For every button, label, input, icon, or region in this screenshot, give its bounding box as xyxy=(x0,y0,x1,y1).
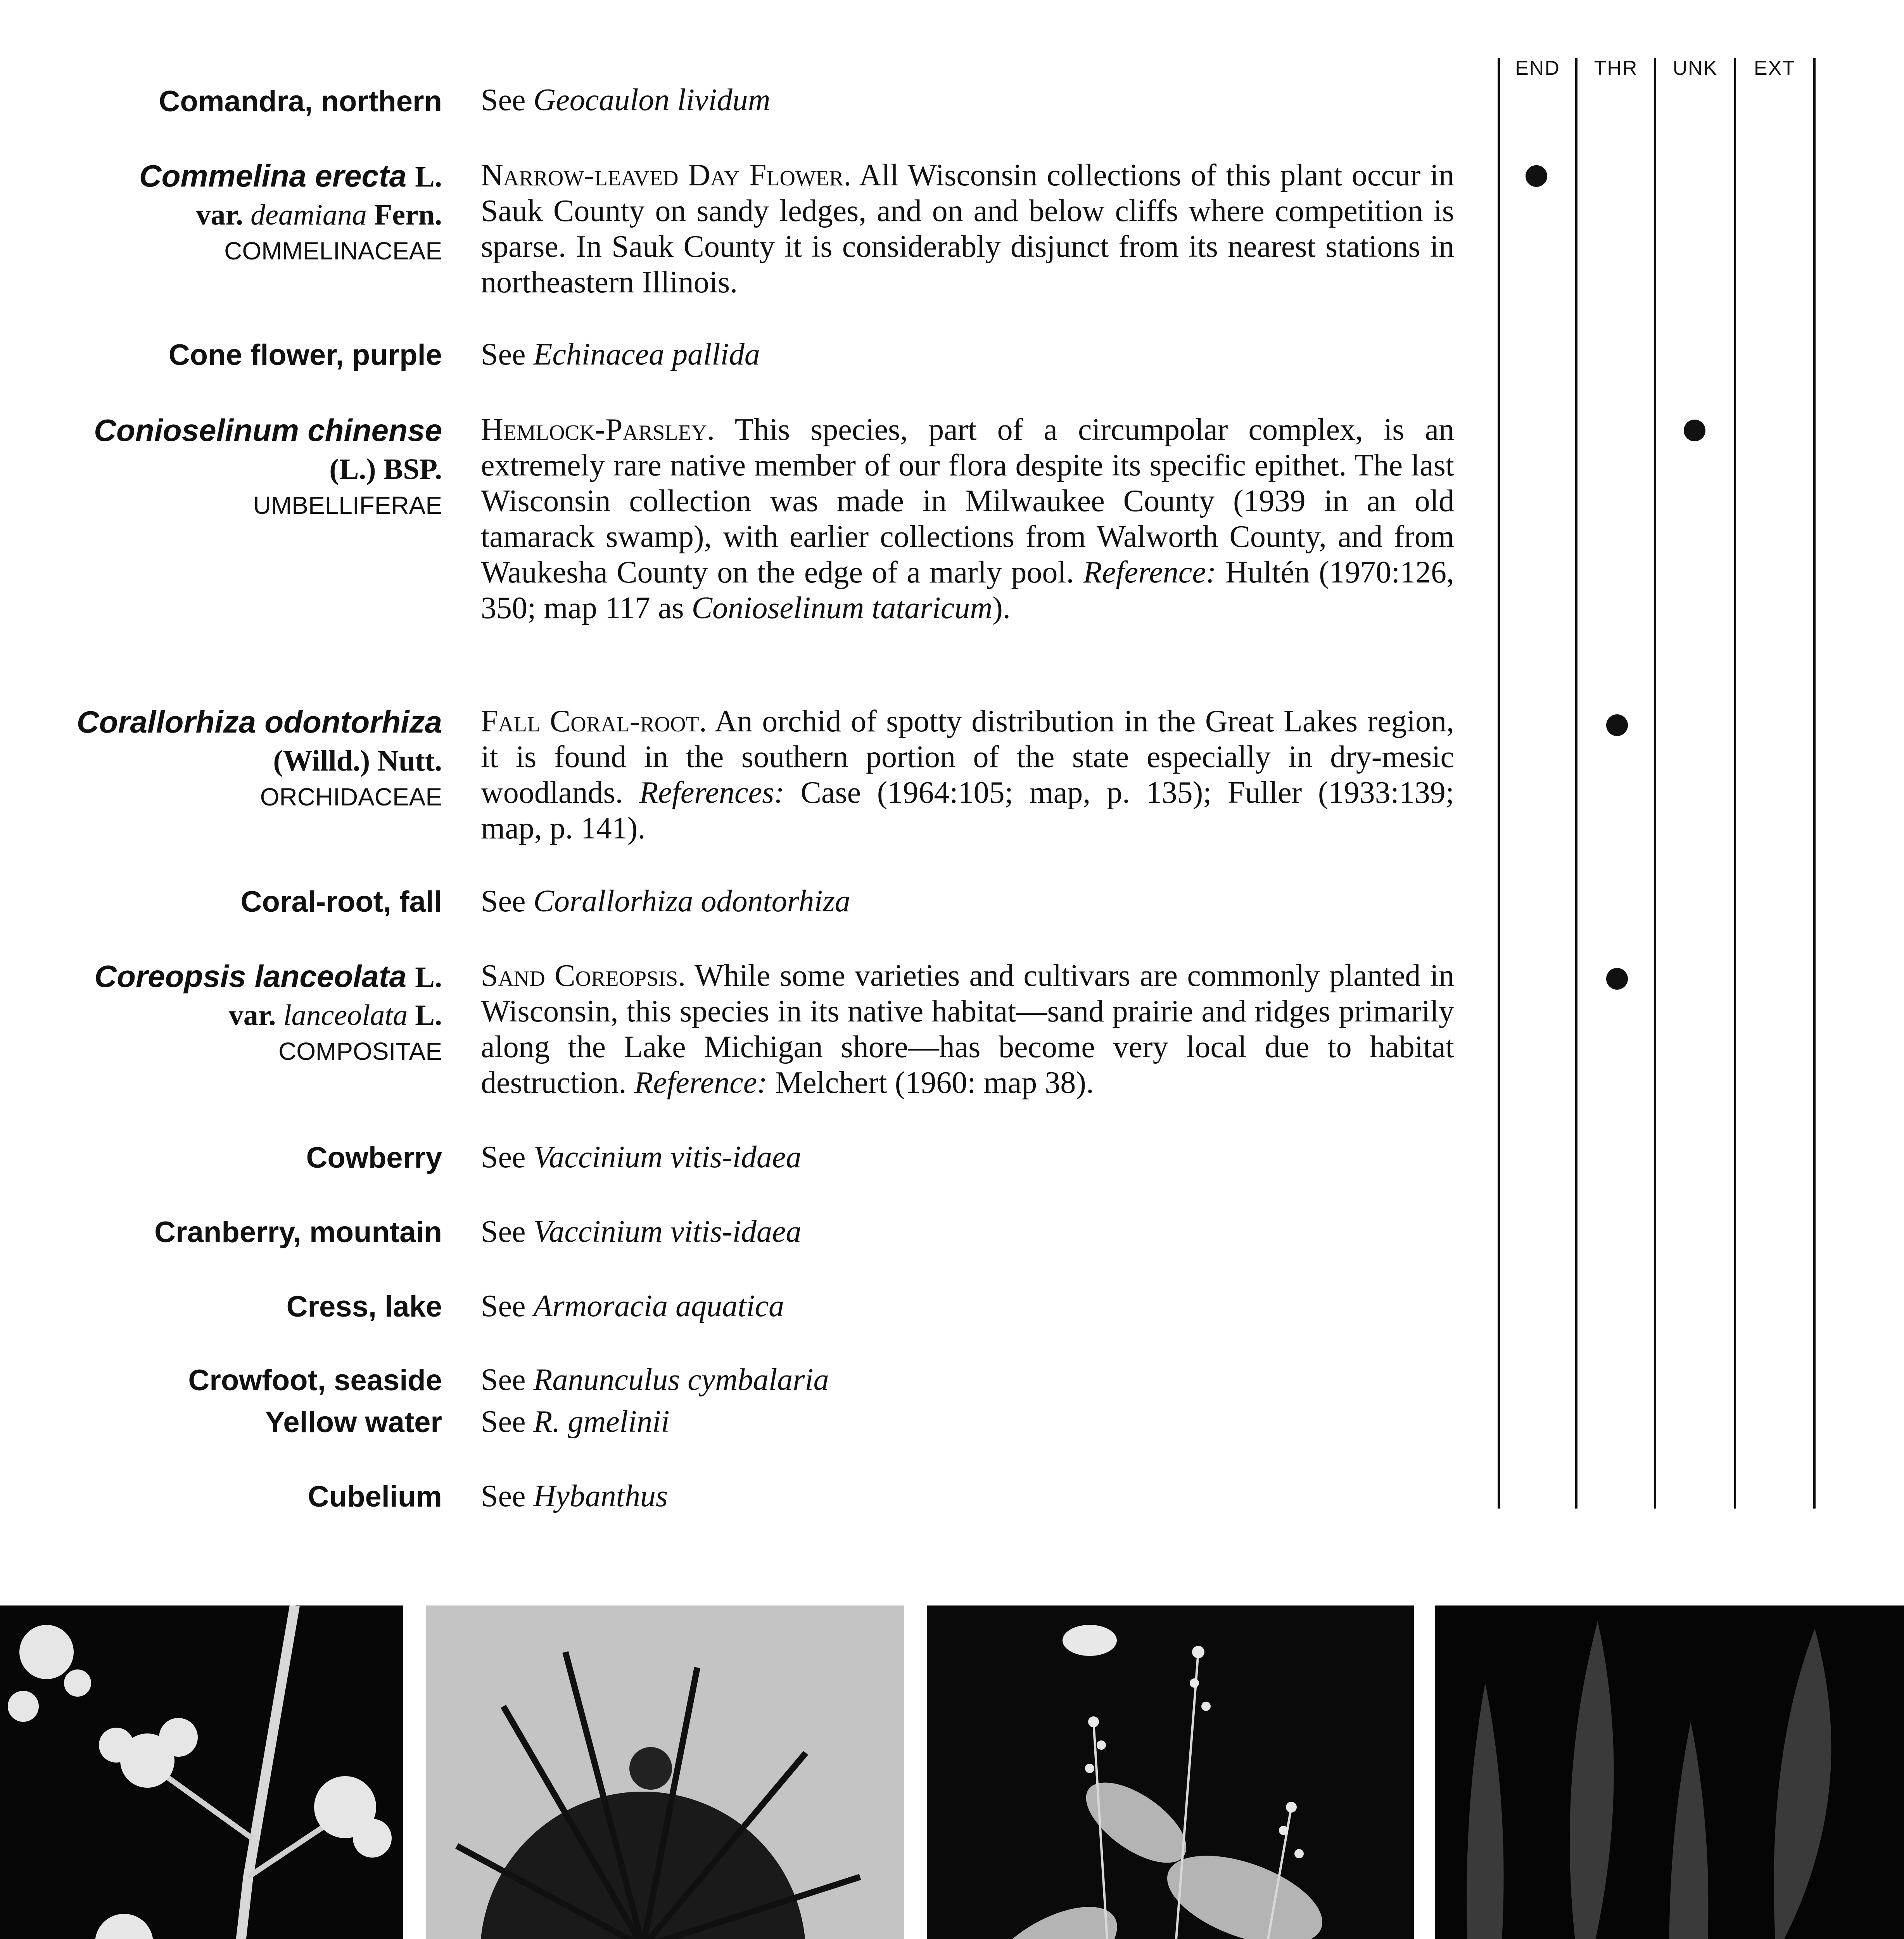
see-prefix: See xyxy=(481,1215,526,1249)
see-target-link[interactable]: Geocaulon lividum xyxy=(533,83,771,117)
description-text: An orchid of spotty distribution in the Great Lakes region, it is found in the southern portion of the state especially in dry-mesic woodlands. xyxy=(481,704,1454,810)
see-reference xyxy=(481,334,760,375)
family-name: COMMELINACEAE xyxy=(224,237,442,265)
scientific-name: Conioselinum chinense xyxy=(94,413,442,448)
reference-label: References: xyxy=(639,776,784,810)
entry-common-name: Cowberry xyxy=(306,1141,442,1174)
plant-photo-chervil xyxy=(0,1605,403,1939)
scientific-name: Commelina erecta xyxy=(139,159,407,193)
scientific-name: Corallorhiza odontorhiza xyxy=(76,705,442,739)
description-text: This species, part of a circumpolar complex, is an extremely rare native member of our flora despite its specific epithet. The last Wisconsin collection was made in Milwaukee County (1939 in an old tamarack swamp), with earlier collections from Walworth County, and from Waukesha County on the edge of a marly pool. xyxy=(481,413,1454,589)
reference-italic: Conioselinum tataricum xyxy=(691,591,993,625)
see-reference xyxy=(481,1137,801,1177)
see-reference xyxy=(481,1476,668,1516)
entry-description xyxy=(481,958,1454,1101)
entry-common-name: Cress, lake xyxy=(286,1290,442,1323)
status-dot-conioselinum xyxy=(1684,420,1705,441)
author: L. xyxy=(415,961,442,994)
see-prefix: See xyxy=(481,884,526,918)
reference-text: Hultén (1970:126, 350; map 117 as xyxy=(481,555,1455,625)
grid-line xyxy=(1813,58,1816,1509)
status-dot-coreopsis xyxy=(1606,968,1628,990)
see-reference xyxy=(481,1286,784,1326)
grid-line xyxy=(1654,58,1656,1509)
author: (L.) BSP. xyxy=(329,453,442,486)
reference-text-end: ). xyxy=(992,591,1011,625)
description-common-name: Sand Coreopsis. xyxy=(481,959,686,993)
status-header-unk: UNK xyxy=(1672,57,1718,79)
entry-common-name: Comandra, northern xyxy=(159,85,442,118)
reference-text: Melchert (1960: map 38). xyxy=(775,1066,1094,1100)
description-text: While some varieties and cultivars are commonly planted in Wisconsin, this species in its native habitat—sand prairie and ridges primarily along the Lake Michigan shore—has become very local due to habitat destruction. xyxy=(481,959,1454,1100)
reference-label: Reference: xyxy=(634,1066,767,1100)
see-prefix: See xyxy=(481,337,526,372)
see-prefix: See xyxy=(481,1140,526,1174)
entry-description xyxy=(481,703,1454,846)
entry-common-name: Crowfoot, seaside xyxy=(188,1364,442,1397)
status-header-ext: EXT xyxy=(1754,57,1796,79)
see-reference xyxy=(481,1211,801,1252)
entry-description xyxy=(481,157,1454,300)
grid-line xyxy=(1734,58,1736,1509)
status-dot-corallorhiza xyxy=(1606,714,1628,736)
description-common-name: Narrow-leaved Day Flower. xyxy=(481,158,852,192)
reference-label: Reference: xyxy=(1083,555,1216,589)
description-text: All Wisconsin collections of this plant occur in Sauk County on sandy ledges, and on and below cliffs where competition is sparse. In Sauk County it is considerably disjunct from its nearest stations in northeastern Illinois. xyxy=(481,158,1454,299)
see-prefix: See xyxy=(481,1405,526,1439)
description-common-name: Fall Coral-root. xyxy=(481,704,707,738)
plant-photo-white-ladys-slipper xyxy=(1435,1605,1904,1939)
species-label xyxy=(94,956,442,1069)
family-name: UMBELLIFERAE xyxy=(253,491,442,519)
see-target-link[interactable]: Vaccinium vitis-idaea xyxy=(533,1140,802,1174)
see-target-link[interactable]: R. gmelinii xyxy=(533,1405,670,1439)
see-target-link[interactable]: Hybanthus xyxy=(533,1479,668,1513)
plant-photo-stoneroot xyxy=(927,1605,1414,1939)
var-label: var. xyxy=(228,999,276,1032)
plant-photo-dune-thistle xyxy=(426,1605,904,1939)
status-header-thr: THR xyxy=(1594,57,1638,79)
var-author: L. xyxy=(415,999,442,1032)
species-label xyxy=(139,156,442,268)
entry-common-name: Cubelium xyxy=(308,1480,442,1513)
entry-common-name: Cone flower, purple xyxy=(168,339,442,372)
grid-line xyxy=(1575,58,1577,1509)
scientific-name: Coreopsis lanceolata xyxy=(94,959,407,994)
family-name: ORCHIDACEAE xyxy=(260,783,442,811)
description-common-name: Hemlock-Parsley. xyxy=(481,413,715,447)
var-author: Fern. xyxy=(374,199,442,231)
status-dot-commelina xyxy=(1526,165,1547,187)
entry-common-name: Yellow water xyxy=(265,1406,442,1439)
entry-common-name: Coral-root, fall xyxy=(240,885,442,918)
entry-description xyxy=(481,412,1454,626)
see-target-link[interactable]: Vaccinium vitis-idaea xyxy=(533,1215,802,1249)
species-label xyxy=(94,410,442,523)
see-target-link[interactable]: Echinacea pallida xyxy=(533,337,760,372)
var-name: deamiana xyxy=(251,199,367,231)
see-prefix: See xyxy=(481,1363,526,1397)
author: (Willd.) Nutt. xyxy=(273,745,442,777)
see-prefix: See xyxy=(481,1289,526,1323)
var-name: lanceolata xyxy=(283,999,408,1032)
author: L. xyxy=(415,161,442,193)
see-reference xyxy=(481,1402,670,1442)
see-prefix: See xyxy=(481,1479,526,1513)
entry-common-name: Cranberry, mountain xyxy=(154,1216,442,1249)
reference-text: Case (1964:105; map, p. 135); Fuller (1933:139; map, p. 141). xyxy=(481,776,1455,845)
status-header-end: END xyxy=(1515,57,1560,79)
see-target-link[interactable]: Armoracia aquatica xyxy=(533,1289,784,1323)
species-label xyxy=(77,702,442,814)
see-prefix: See xyxy=(481,83,526,117)
grid-line xyxy=(1498,58,1500,1509)
see-reference xyxy=(481,80,771,120)
family-name: COMPOSITAE xyxy=(278,1037,442,1065)
see-target-link[interactable]: Corallorhiza odontorhiza xyxy=(533,884,850,918)
see-reference xyxy=(481,881,850,921)
see-target-link[interactable]: Ranunculus cymbalaria xyxy=(533,1363,829,1397)
var-label: var. xyxy=(196,199,244,231)
see-reference xyxy=(481,1360,829,1400)
